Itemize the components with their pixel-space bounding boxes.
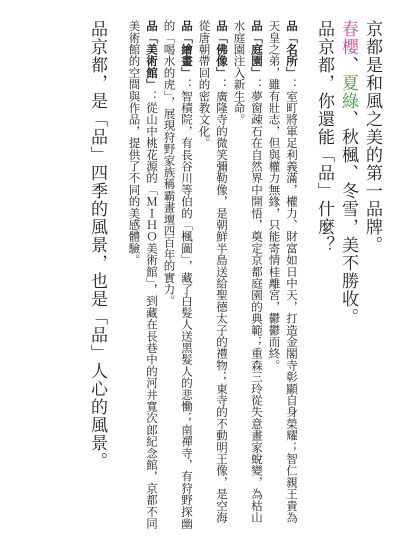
section-tag: 品「美術館」 <box>145 20 159 91</box>
separator: 、 <box>338 110 358 128</box>
intro-line-2-tail: ，美不勝收。 <box>338 218 358 326</box>
section-tag: 品「繪畫」 <box>180 20 194 79</box>
season-spring: 春櫻 <box>338 20 358 56</box>
season-winter: 冬雪 <box>338 182 358 218</box>
season-autumn: 秋楓 <box>338 128 358 164</box>
intro-line-1: 京都是和風之美的第一品牌。 <box>362 20 382 254</box>
section-museums <box>125 20 160 530</box>
section-tag: 品「名所」 <box>285 20 299 79</box>
season-summer: 夏綠 <box>338 74 358 110</box>
section-tag: 品「庭園」 <box>250 20 264 79</box>
intro-line-3: 品京都，你還能「品」什麼？ <box>314 20 334 254</box>
section-paintings <box>160 20 195 530</box>
section-places <box>265 20 300 530</box>
sections-block <box>125 20 300 530</box>
section-text: ：智積院，有長谷川等伯的「楓圖」，藏了白髮人送黑髮人的悲慟；南禪寺，有狩野探幽的「喝水的虎」，展現狩野家族稱霸畫壇四百年的實力。 <box>162 20 194 530</box>
separator: 、 <box>338 164 358 182</box>
section-text: ：夢窗疎石在自然界中開悟，奠定京都庭園的典範；重森三玲從失意畫家蛻變，為枯山水庭園注入新生命。 <box>232 20 264 524</box>
section-text: ：廣隆寺的微笑彌勒像，是朝鮮半島送給聖德太子的禮物；東寺的不動明王像，是空海從唐朝帶回的密教文化。 <box>197 20 229 524</box>
intro-block <box>312 20 384 520</box>
section-tag: 品「佛像」 <box>215 20 229 79</box>
separator: 、 <box>338 56 358 74</box>
outro-block <box>83 20 111 520</box>
section-text: ：從山中桃花源的「ＭＩＨＯ美術館」，到藏在長巷中的河井寬次郎紀念館，京都不同美術館的空間與作品，提供了不同的美感體驗。 <box>127 20 159 530</box>
outro-line: 品京都，是「品」四季的風景，也是「品」人心的風景。 <box>87 20 107 470</box>
section-text: ：室町將軍足利義滿，權力、財富如日中天，打造金閣寺彰顯自身榮耀；智仁親王貴為天皇之弟，雖有壯志，但與權力無緣，只能寄情桂離宮，鬱鬱而終。 <box>267 20 299 524</box>
section-gardens <box>230 20 265 530</box>
intro-line-2 <box>336 20 360 520</box>
section-buddha-statues <box>195 20 230 530</box>
